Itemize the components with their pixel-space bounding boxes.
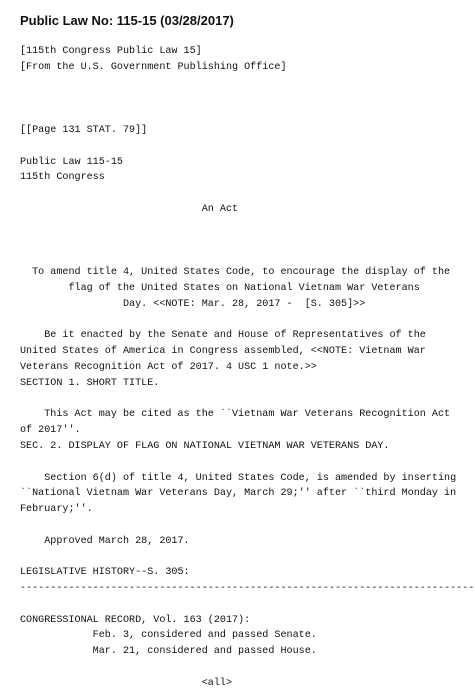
text-line: Approved March 28, 2017. [20, 535, 190, 547]
text-line: ``National Vietnam War Veterans Day, March 29;'' after ``third Monday in [20, 488, 457, 500]
text-line: flag of the United States on National Vietnam War Veterans [20, 282, 420, 294]
text-line: CONGRESSIONAL RECORD, Vol. 163 (2017): [20, 614, 251, 626]
text-line: <all> [20, 677, 233, 689]
text-line: Section 6(d) of title 4, United States Code, is amended by inserting [20, 472, 457, 484]
text-line [20, 249, 474, 265]
text-line: Veterans Recognition Act of 2017. 4 USC 1 note.>> [20, 361, 317, 373]
text-line [20, 392, 474, 408]
text-line: Feb. 3, considered and passed Senate. [20, 630, 317, 642]
text-line: 115th Congress [20, 172, 105, 184]
text-line [20, 139, 474, 155]
text-line [20, 455, 474, 471]
text-line [20, 107, 474, 123]
text-line [20, 234, 474, 250]
text-line: This Act may be cited as the ``Vietnam War Veterans Recognition Act [20, 409, 451, 421]
text-line: An Act [20, 203, 239, 215]
text-line [20, 91, 474, 107]
text-line: Public Law 115-15 [20, 156, 123, 168]
text-line [20, 550, 474, 566]
text-line: Day. <<NOTE: Mar. 28, 2017 - [S. 305]>> [20, 298, 366, 310]
text-line: To amend title 4, United States Code, to encourage the display of the [20, 267, 451, 279]
text-line: [115th Congress Public Law 15] [20, 46, 202, 57]
text-line: [[Page 131 STAT. 79]] [20, 124, 148, 136]
page-title: Public Law No: 115-15 (03/28/2017) [20, 13, 234, 28]
text-line: February;''. [20, 504, 93, 516]
law-text-body [20, 44, 474, 692]
text-line: Be it enacted by the Senate and House of Representatives of the [20, 330, 426, 342]
text-line: Mar. 21, considered and passed House. [20, 646, 317, 658]
text-line: --------------------------------------------------------------------------- [20, 583, 475, 595]
text-line: [From the U.S. Government Publishing Office] [20, 61, 287, 73]
text-line: United States of America in Congress assembled, <<NOTE: Vietnam War [20, 346, 426, 358]
text-line [20, 218, 474, 234]
text-line: LEGISLATIVE HISTORY--S. 305: [20, 567, 190, 579]
text-line [20, 76, 474, 92]
text-line: of 2017''. [20, 425, 81, 437]
text-line [20, 313, 474, 329]
text-line [20, 597, 474, 613]
text-line: SECTION 1. SHORT TITLE. [20, 377, 160, 389]
text-line [20, 186, 474, 202]
text-line [20, 660, 474, 676]
text-line [20, 518, 474, 534]
text-line: SEC. 2. DISPLAY OF FLAG ON NATIONAL VIETNAM WAR VETERANS DAY. [20, 440, 390, 452]
